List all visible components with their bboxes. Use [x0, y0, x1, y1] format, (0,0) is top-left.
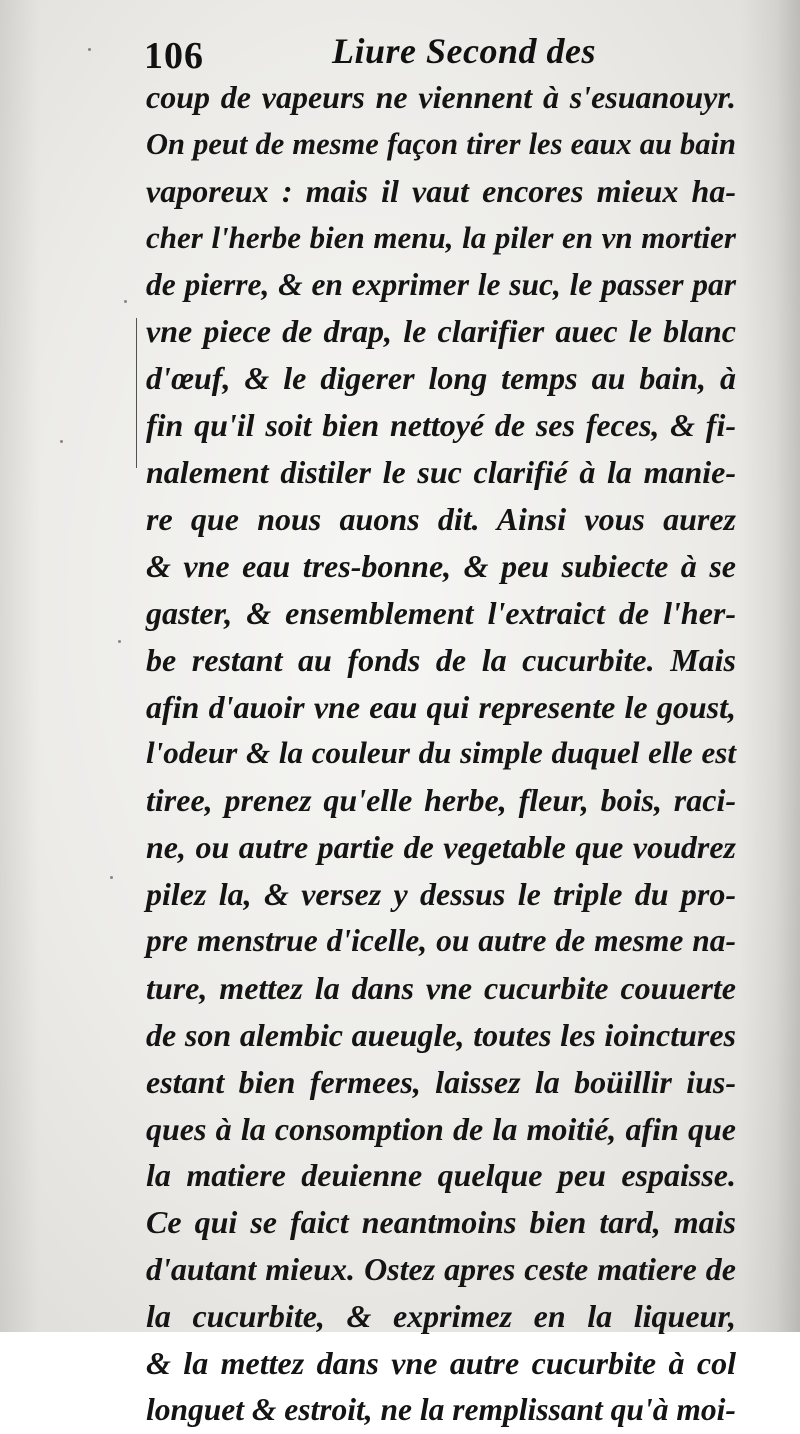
- ink-speck: [124, 300, 127, 303]
- page-number: 106: [144, 35, 204, 77]
- margin-rule: [136, 318, 137, 468]
- ink-speck: [118, 640, 121, 643]
- text-line: pilez la, & versez y dessus le triple du pro-: [146, 876, 736, 913]
- text-line: ne, ou autre partie de vegetable que voudrez: [146, 829, 736, 866]
- text-line: be restant au fonds de la cucurbite. Mais: [146, 641, 736, 678]
- text-line: re que nous auons dit. Ainsi vous aurez: [146, 501, 736, 538]
- text-line: Ce qui se faict neantmoins bien tard, mais: [146, 1204, 736, 1241]
- body-text: [146, 74, 736, 1434]
- text-line: de son alembic aueugle, toutes les ioinctures: [146, 1016, 736, 1053]
- text-line: d'œuf, & le digerer long temps au bain, à: [146, 360, 736, 397]
- text-line: longuet & estroit, ne la remplissant qu'à moi-: [146, 1391, 736, 1427]
- text-line: On peut de mesme façon tirer les eaux au bain: [146, 126, 736, 161]
- text-line: & la mettez dans vne autre cucurbite à col: [146, 1345, 736, 1382]
- text-line: tiree, prenez qu'elle herbe, fleur, bois, raci-: [146, 782, 736, 819]
- text-line: de pierre, & en exprimer le suc, le passer par: [146, 266, 736, 302]
- ink-speck: [88, 48, 91, 51]
- text-line: vne piece de drap, le clarifier auec le blanc: [146, 313, 736, 350]
- text-line: ques à la consomption de la moitié, afin que: [146, 1110, 736, 1147]
- text-line: cher l'herbe bien menu, la piler en vn mortier: [146, 219, 736, 255]
- text-line: l'odeur & la couleur du simple duquel elle est: [146, 735, 736, 771]
- text-line: vaporeux : mais il vaut encores mieux ha-: [146, 172, 736, 209]
- text-line: pre menstrue d'icelle, ou autre de mesme na-: [146, 923, 736, 959]
- text-line: la matiere deuienne quelque peu espaisse.: [146, 1157, 736, 1194]
- text-line: nalement distiler le suc clarifié à la manie-: [146, 454, 736, 491]
- page-edge-shadow: [740, 0, 800, 1332]
- text-line: coup de vapeurs ne viennent à s'esuanouyr.: [146, 79, 736, 115]
- text-line: afin d'auoir vne eau qui represente le goust,: [146, 688, 736, 725]
- text-line: gaster, & ensemblement l'extraict de l'her-: [146, 594, 736, 631]
- gutter-shadow: [0, 0, 40, 1332]
- running-title: Liure Second des: [332, 31, 596, 71]
- text-line: estant bien fermees, laissez la boüillir ius-: [146, 1063, 736, 1100]
- ink-speck: [60, 440, 63, 443]
- text-line: fin qu'il soit bien nettoyé de ses feces, & fi-: [146, 407, 736, 444]
- text-line: d'autant mieux. Ostez apres ceste matiere de: [146, 1251, 736, 1288]
- text-line: la cucurbite, & exprimez en la liqueur,: [146, 1298, 736, 1335]
- text-line: ture, mettez la dans vne cucurbite couuerte: [146, 969, 736, 1006]
- ink-speck: [110, 876, 113, 879]
- text-line: & vne eau tres-bonne, & peu subiecte à se: [146, 547, 736, 584]
